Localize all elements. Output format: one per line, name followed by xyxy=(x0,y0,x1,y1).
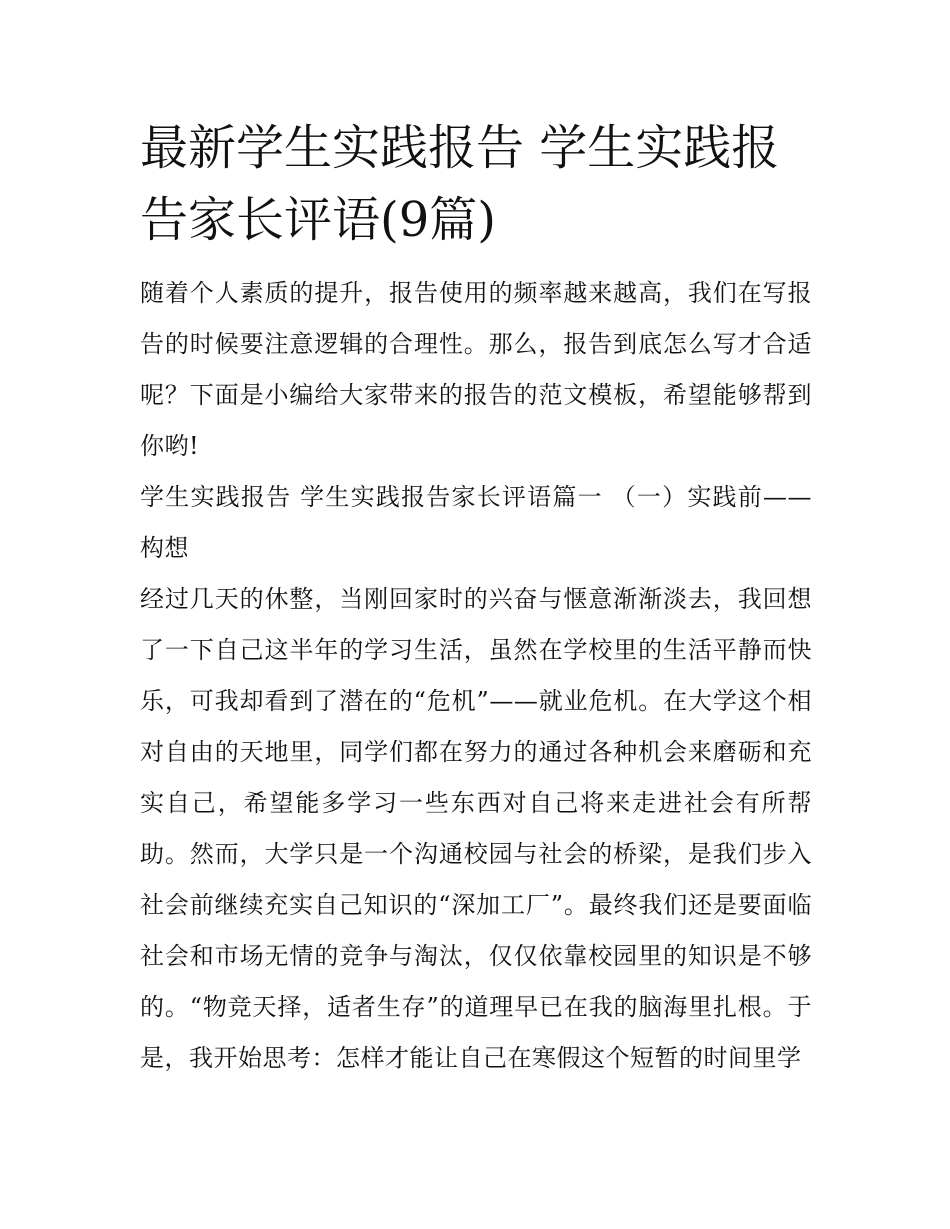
document-title: 最新学生实践报告 学生实践报告家长评语(9篇) xyxy=(140,120,780,248)
section-heading-paragraph: 学生实践报告 学生实践报告家长评语篇一 （一）实践前——构想 xyxy=(140,483,812,562)
document-body xyxy=(140,112,812,1084)
intro-paragraph: 随着个人素质的提升，报告使用的频率越来越高，我们在写报告的时候要注意逻辑的合理性。那么，报告到底怎么写才合适呢？下面是小编给大家带来的报告的范文模板，希望能够帮到你哟! xyxy=(140,279,812,460)
body-paragraph: 经过几天的休整，当刚回家时的兴奋与惬意渐渐淡去，我回想了一下自己这半年的学习生活，虽然在学校里的生活平静而快乐，可我却看到了潜在的“危机”——就业危机。在大学这个相对自由的天地里，同学们都在努力的通过各种机会来磨砺和充实自己，希望能多学习一些东西对自己将来走进社会有所帮助。然而，大学只是一个沟通校园与社会的桥梁，是我们步入社会前继续充实自己知识的“深加工厂”。最终我们还是要面临社会和市场无情的竞争与淘汰，仅仅依靠校园里的知识是不够的。“物竞天择，适者生存”的道理早已在我的脑海里扎根。于是，我开始思考：怎样才能让自己在寒假这个短暂的时间里学 xyxy=(140,585,812,1072)
